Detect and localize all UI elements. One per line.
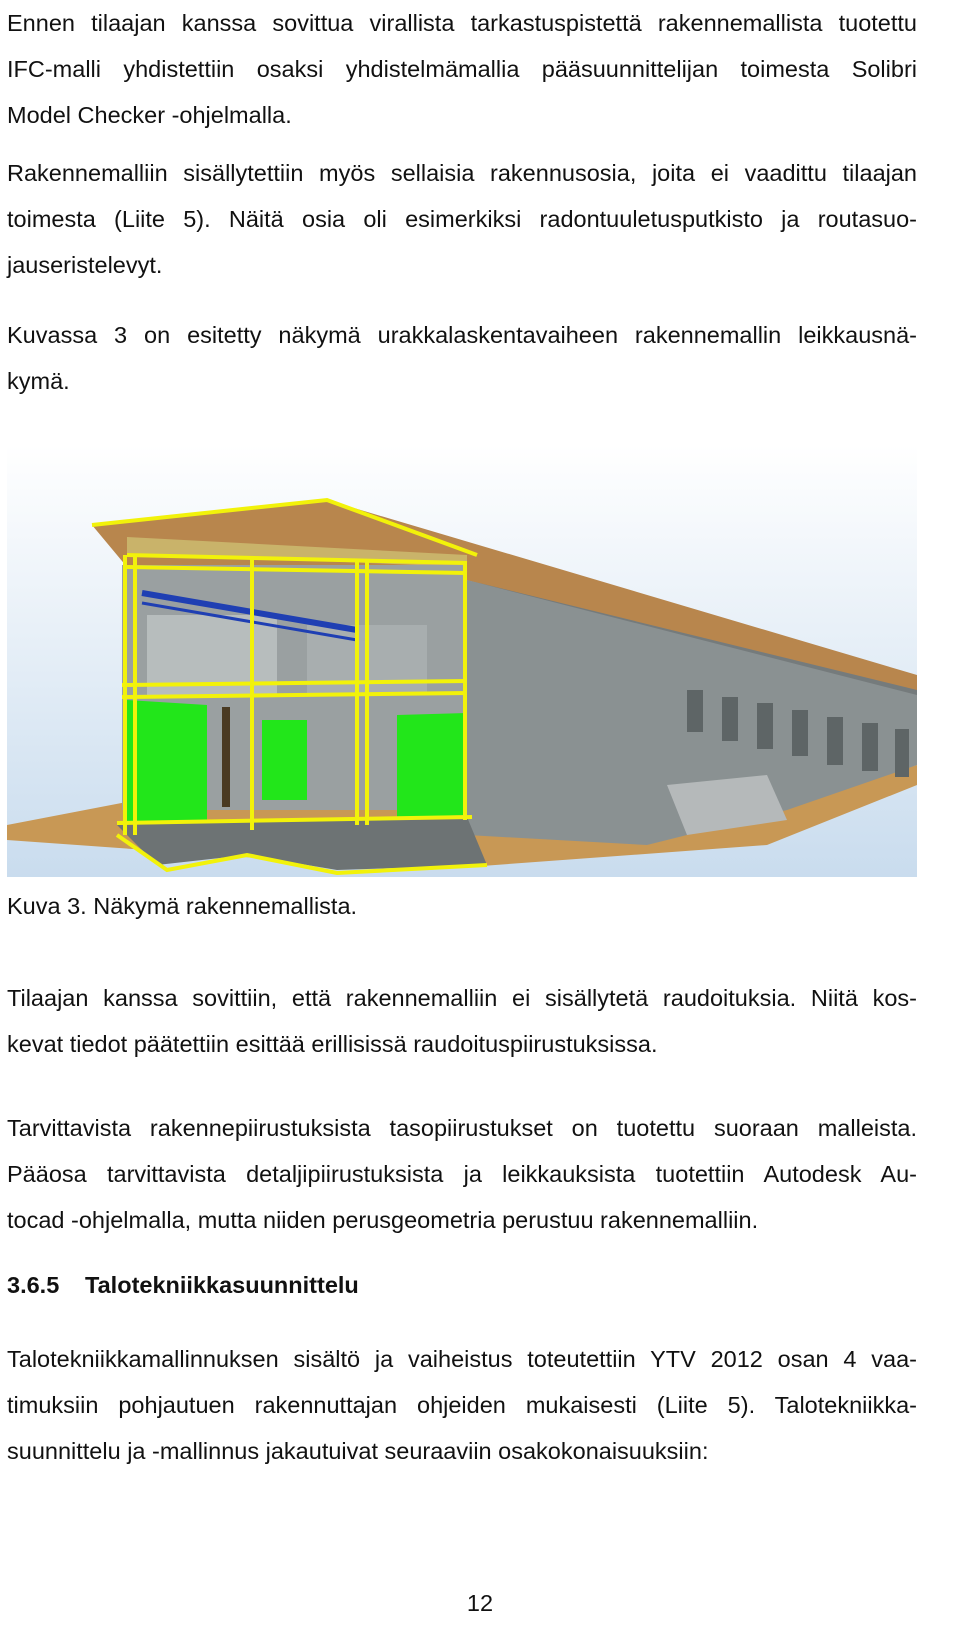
section-heading: [7, 1272, 359, 1299]
paragraph-building-parts: [7, 150, 917, 288]
paragraph-ifc-model: [7, 0, 917, 138]
text-line: Rakennemalliin sisällytettiin myös sellaisia rakennusosia, joita ei vaadittu tilaajan: [7, 160, 917, 186]
text-line: kevat tiedot päätettiin esittää erillisissä raudoituspiirustuksissa.: [7, 1031, 658, 1057]
text-line: Ennen tilaajan kanssa sovittua virallista tarkastuspistettä rakennemallista tuotettu: [7, 10, 917, 36]
page-number: 12: [466, 1590, 494, 1616]
paragraph-figure-reference: [7, 312, 917, 404]
text-line: Tilaajan kanssa sovittiin, että rakennemalliin ei sisällytetä raudoituksia. Niitä kos-: [7, 985, 917, 1011]
paragraph-reinforcement: [7, 975, 917, 1067]
text-line: kymä.: [7, 368, 70, 394]
text-line: Talotekniikkamallinnuksen sisältö ja vaiheistus toteutettiin YTV 2012 osan 4 vaa-: [7, 1346, 917, 1372]
structural-model-figure: [7, 445, 917, 877]
text-line: Pääosa tarvittavista detaljipiirustuksista ja leikkauksista tuotettiin Autodesk Au-: [7, 1161, 917, 1187]
text-line: IFC-malli yhdistettiin osaksi yhdistelmämallia pääsuunnittelijan toimesta Solibri: [7, 56, 917, 82]
text-line: Tarvittavista rakennepiirustuksista tasopiirustukset on tuotettu suoraan malleista.: [7, 1115, 917, 1141]
text-line: toimesta (Liite 5). Näitä osia oli esimerkiksi radontuuletusputkisto ja routasuo-: [7, 206, 917, 232]
text-line: Model Checker -ohjelmalla.: [7, 102, 292, 128]
paragraph-hvac-modelling: [7, 1336, 917, 1474]
section-title: Talotekniikkasuunnittelu: [85, 1272, 359, 1298]
section-number: 3.6.5: [7, 1272, 60, 1298]
structural-model-image: [7, 445, 917, 877]
figure-caption: Kuva 3. Näkymä rakennemallista.: [7, 893, 358, 919]
text-line: Kuvassa 3 on esitetty näkymä urakkalaskentavaiheen rakennemallin leikkausnä-: [7, 322, 917, 348]
text-line: timuksiin pohjautuen rakennuttajan ohjeiden mukaisesti (Liite 5). Talotekniikka-: [7, 1392, 917, 1418]
text-line: jauseristelevyt.: [7, 252, 163, 278]
text-line: suunnittelu ja -mallinnus jakautuivat seuraaviin osakokonaisuuksiin:: [7, 1438, 709, 1464]
paragraph-drawings: [7, 1105, 917, 1243]
text-line: tocad -ohjelmalla, mutta niiden perusgeometria perustuu rakennemalliin.: [7, 1207, 759, 1233]
